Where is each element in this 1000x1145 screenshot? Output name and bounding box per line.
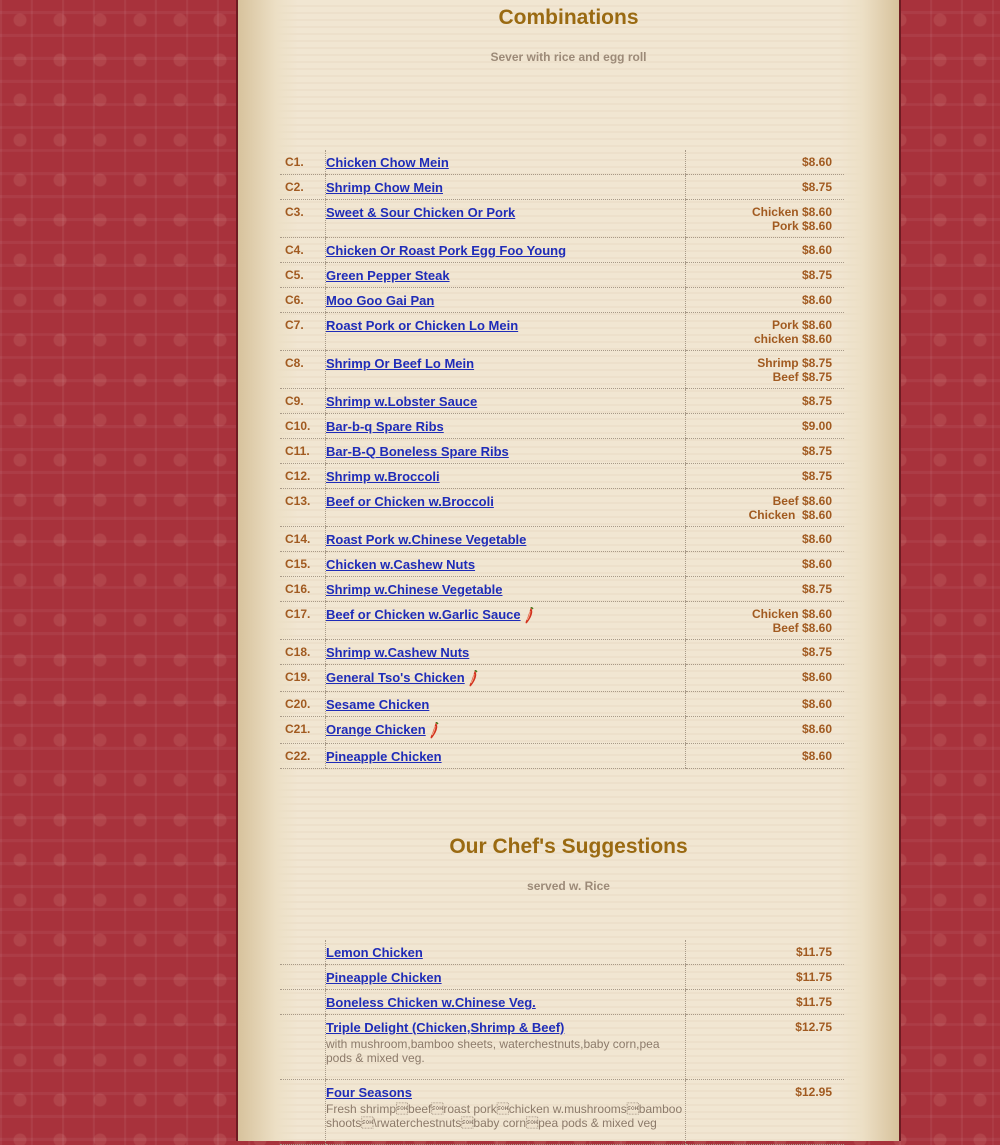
item-link[interactable]: Shrimp w.Broccoli: [326, 469, 440, 484]
item-price: $8.60: [801, 155, 832, 169]
item-price-cell: [686, 439, 845, 464]
item-link[interactable]: Lemon Chicken: [326, 945, 423, 960]
item-code: C9.: [280, 389, 326, 414]
menu-item-row: [280, 692, 844, 717]
item-link[interactable]: Pineapple Chicken: [326, 749, 442, 765]
item-price-cell: [686, 552, 845, 577]
item-link[interactable]: Chicken w.Cashew Nuts: [326, 557, 476, 572]
item-price-cell: [686, 577, 845, 602]
item-price: $8.60: [801, 557, 832, 571]
menu-item-row: [280, 175, 844, 200]
item-link[interactable]: Bar-B-Q Boneless Spare Ribs: [326, 444, 509, 459]
item-price: $8.75: [801, 180, 832, 194]
item-link[interactable]: Sesame Chicken: [326, 697, 430, 713]
item-price-cell: [686, 965, 845, 990]
item-price-cell: [686, 640, 845, 665]
item-price: $8.60: [801, 532, 832, 546]
item-name-cell: [326, 717, 686, 744]
item-price: $12.75: [795, 1020, 832, 1034]
item-price: $11.75: [795, 995, 832, 1009]
item-price: $8.75: [801, 444, 832, 458]
chefs-suggestions-subtitle: served w. Rice: [527, 879, 610, 893]
chefs-suggestions-title: Our Chef's Suggestions: [449, 835, 688, 858]
item-price: $8.60: [801, 293, 832, 307]
item-price: Chicken $8.60: [748, 508, 832, 522]
item-price-cell: [686, 940, 845, 965]
item-link[interactable]: Bar-b-q Spare Ribs: [326, 419, 444, 434]
item-code: C21.: [280, 717, 326, 744]
item-code: C7.: [280, 313, 326, 351]
item-price-cell: [686, 351, 845, 389]
item-link[interactable]: Pineapple Chicken: [326, 970, 442, 985]
menu-item-row: [280, 940, 844, 965]
item-name-cell: [326, 351, 686, 389]
item-link[interactable]: Beef or Chicken w.Broccoli: [326, 494, 494, 509]
item-link[interactable]: Triple Delight (Chicken,Shrimp & Beef): [326, 1020, 565, 1035]
item-code: [280, 965, 326, 990]
menu-item-row: [280, 351, 844, 389]
item-name-cell: [326, 288, 686, 313]
item-price: $9.00: [801, 419, 832, 433]
item-code: [280, 990, 326, 1015]
item-code: C8.: [280, 351, 326, 389]
item-price-cell: [686, 744, 845, 769]
item-price-cell: [686, 200, 845, 238]
item-price: Pork $8.60: [771, 318, 832, 332]
item-code: C10.: [280, 414, 326, 439]
item-code: C3.: [280, 200, 326, 238]
chefs-suggestions-table: [280, 940, 844, 1145]
item-price-cell: [686, 717, 845, 744]
item-code: C15.: [280, 552, 326, 577]
item-price-cell: [686, 464, 845, 489]
item-name-cell: [326, 489, 686, 527]
item-name-cell: [326, 640, 686, 665]
item-price: $8.75: [801, 394, 832, 408]
item-name-cell: [326, 665, 686, 692]
menu-item-row: [280, 1015, 844, 1080]
item-price: Pork $8.60: [771, 219, 832, 233]
item-price: $8.75: [801, 268, 832, 282]
item-name-cell: [326, 965, 686, 990]
chili-pepper-icon: [525, 607, 534, 624]
item-price-cell: [686, 288, 845, 313]
item-price-cell: [686, 1080, 845, 1145]
item-price-cell: [686, 389, 845, 414]
menu-item-row: [280, 602, 844, 640]
item-name-cell: [326, 200, 686, 238]
item-name-cell: [326, 990, 686, 1015]
item-name-cell: [326, 313, 686, 351]
item-price-cell: [686, 489, 845, 527]
menu-item-row: [280, 200, 844, 238]
item-name-cell: [326, 692, 686, 717]
item-code: C19.: [280, 665, 326, 692]
item-code: C12.: [280, 464, 326, 489]
menu-item-row: [280, 288, 844, 313]
item-price: Beef $8.60: [772, 494, 832, 508]
item-price: Beef $8.75: [772, 370, 832, 384]
item-name-cell: [326, 1015, 686, 1080]
item-name-cell: [326, 527, 686, 552]
item-code: C6.: [280, 288, 326, 313]
item-price: $12.95: [795, 1085, 832, 1099]
item-link[interactable]: Shrimp w.Cashew Nuts: [326, 645, 470, 660]
item-link[interactable]: Shrimp Chow Mein: [326, 180, 443, 195]
item-price: Beef $8.60: [772, 621, 832, 635]
item-price: $8.75: [801, 469, 832, 483]
item-link[interactable]: Orange Chicken: [326, 722, 426, 738]
item-price-cell: [686, 1015, 845, 1080]
item-name-cell: [326, 552, 686, 577]
item-price-cell: [686, 414, 845, 439]
item-code: C5.: [280, 263, 326, 288]
item-price: $8.60: [801, 697, 832, 712]
item-price: $8.60: [801, 749, 832, 764]
item-code: C20.: [280, 692, 326, 717]
item-price: Chicken $8.60: [751, 205, 832, 219]
item-link[interactable]: Boneless Chicken w.Chinese Veg.: [326, 995, 536, 1010]
menu-item-row: [280, 717, 844, 744]
item-price-cell: [686, 238, 845, 263]
item-name-cell: [326, 602, 686, 640]
item-link[interactable]: Beef or Chicken w.Garlic Sauce: [326, 607, 521, 622]
menu-item-row: [280, 439, 844, 464]
item-price-cell: [686, 175, 845, 200]
item-code: C2.: [280, 175, 326, 200]
menu-item-row: [280, 965, 844, 990]
menu-item-row: [280, 744, 844, 769]
menu-item-row: [280, 527, 844, 552]
item-name-cell: [326, 940, 686, 965]
menu-item-row: [280, 665, 844, 692]
combinations-subtitle: Sever with rice and egg roll: [490, 50, 647, 64]
item-price: Shrimp $8.75: [757, 356, 832, 370]
item-name-cell: [326, 238, 686, 263]
menu-item-row: [280, 263, 844, 288]
item-price-cell: [686, 692, 845, 717]
item-code: C18.: [280, 640, 326, 665]
menu-item-row: [280, 1080, 844, 1145]
item-description: with mushroom,bamboo sheets, waterchestnuts,baby corn,pea pods & mixed veg.: [326, 1037, 660, 1065]
item-price: $11.75: [795, 945, 832, 959]
item-description: Fresh shrimpbeefroast porkchicken w.mushroomsbamboo shoots\rwaterchestnutsbaby cornpea pods & mixed veg: [326, 1102, 683, 1130]
item-link[interactable]: Chicken Chow Mein: [326, 155, 449, 170]
menu-item-row: [280, 389, 844, 414]
menu-item-row: [280, 577, 844, 602]
item-price: $8.60: [801, 243, 832, 257]
item-code: C11.: [280, 439, 326, 464]
item-price-cell: [686, 313, 845, 351]
item-name-cell: [326, 744, 686, 769]
chili-pepper-icon: [430, 722, 439, 739]
menu-item-row: [280, 414, 844, 439]
item-link[interactable]: Moo Goo Gai Pan: [326, 293, 435, 308]
menu-item-row: [280, 313, 844, 351]
item-code: [280, 1015, 326, 1080]
item-link[interactable]: Sweet & Sour Chicken Or Pork: [326, 205, 516, 220]
item-price-cell: [686, 150, 845, 175]
combinations-title: Combinations: [498, 6, 639, 29]
combinations-table: [280, 150, 844, 769]
menu-item-row: [280, 640, 844, 665]
menu-item-row: [280, 150, 844, 175]
item-link[interactable]: Roast Pork w.Chinese Vegetable: [326, 532, 527, 547]
item-link[interactable]: General Tso's Chicken: [326, 670, 465, 685]
item-price-cell: [686, 263, 845, 288]
menu-item-row: [280, 464, 844, 489]
item-link[interactable]: Shrimp Or Beef Lo Mein: [326, 356, 475, 371]
item-link[interactable]: Shrimp w.Lobster Sauce: [326, 394, 478, 409]
item-price: $8.75: [801, 582, 832, 596]
item-name-cell: [326, 577, 686, 602]
item-name-cell: [326, 414, 686, 439]
item-code: [280, 1080, 326, 1145]
item-link[interactable]: Roast Pork or Chicken Lo Mein: [326, 318, 519, 333]
menu-item-row: [280, 489, 844, 527]
chili-pepper-icon: [469, 670, 478, 687]
item-name-cell: [326, 464, 686, 489]
menu-item-row: [280, 990, 844, 1015]
item-code: C1.: [280, 150, 326, 175]
item-price-cell: [686, 665, 845, 692]
item-price-cell: [686, 602, 845, 640]
item-code: C4.: [280, 238, 326, 263]
menu-item-row: [280, 552, 844, 577]
item-name-cell: [326, 263, 686, 288]
item-price: $8.75: [801, 645, 832, 659]
item-link[interactable]: Chicken Or Roast Pork Egg Foo Young: [326, 243, 567, 258]
item-link[interactable]: Four Seasons: [326, 1085, 412, 1100]
item-name-cell: [326, 175, 686, 200]
item-code: C13.: [280, 489, 326, 527]
item-name-cell: [326, 439, 686, 464]
item-link[interactable]: Green Pepper Steak: [326, 268, 450, 283]
item-price: $8.60: [801, 722, 832, 737]
item-price: chicken $8.60: [753, 332, 832, 346]
item-price: $11.75: [795, 970, 832, 984]
item-code: C14.: [280, 527, 326, 552]
menu-item-row: [280, 238, 844, 263]
item-price-cell: [686, 527, 845, 552]
item-name-cell: [326, 389, 686, 414]
item-code: [280, 940, 326, 965]
item-name-cell: [326, 1080, 686, 1145]
item-price: $8.60: [801, 670, 832, 684]
item-code: C22.: [280, 744, 326, 769]
item-code: C17.: [280, 602, 326, 640]
item-code: C16.: [280, 577, 326, 602]
item-price-cell: [686, 990, 845, 1015]
item-name-cell: [326, 150, 686, 175]
item-price: Chicken $8.60: [751, 607, 832, 621]
item-link[interactable]: Shrimp w.Chinese Vegetable: [326, 582, 503, 597]
